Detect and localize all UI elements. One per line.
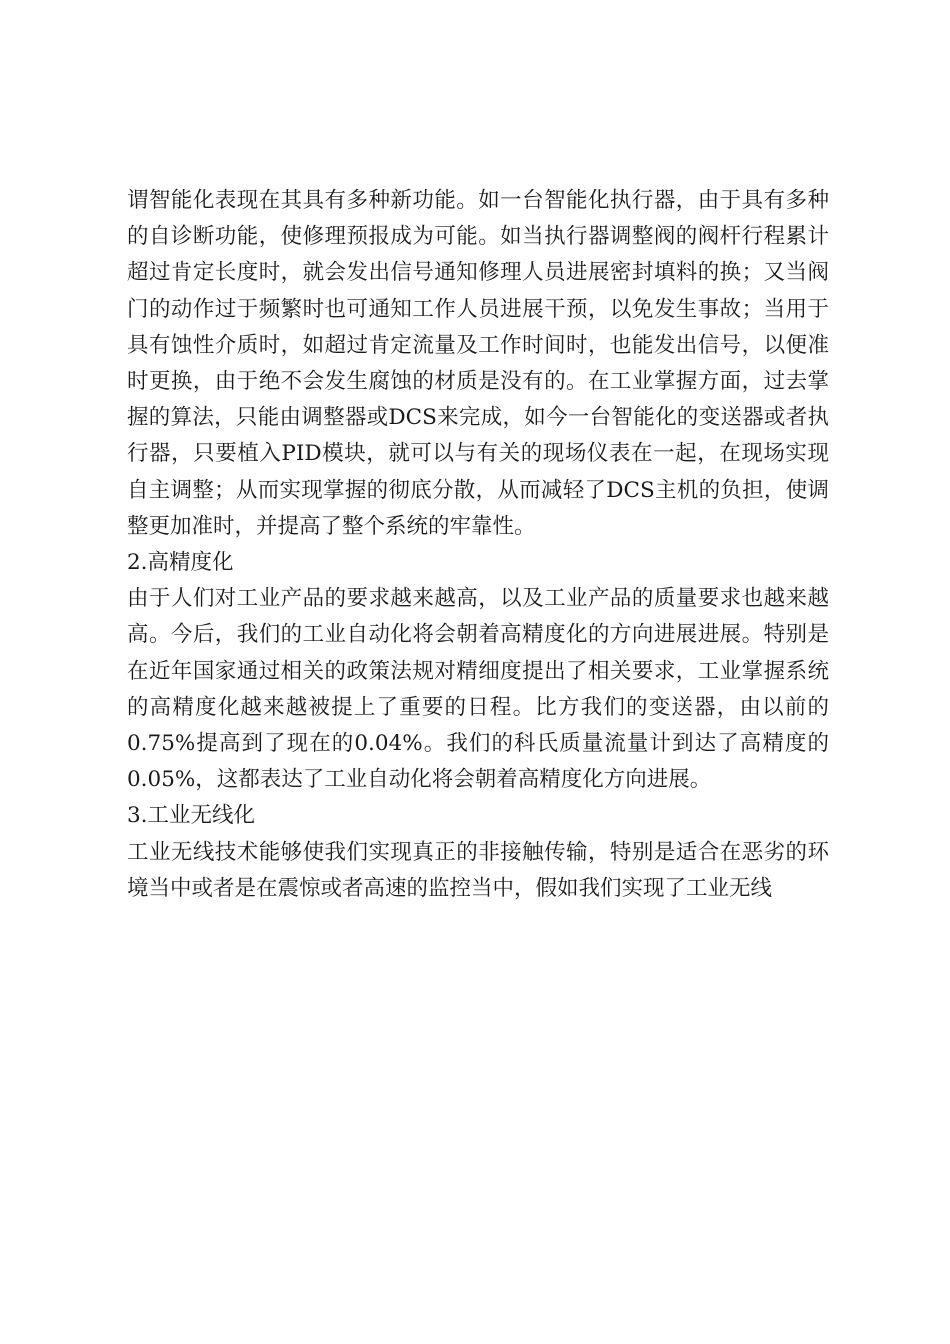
paragraph-industrial-wireless: 工业无线技术能够使我们实现真正的非接触传输，特别是适合在恶劣的环境当中或者是在震惊或者高速的监控当中，假如我们实现了工业无线 xyxy=(127,839,829,901)
section-heading-high-precision: 2.高精度化 xyxy=(127,550,234,576)
paragraph-intelligent-function: 谓智能化表现在其具有多种新功能。如一台智能化执行器，由于具有多种的自诊断功能，使修理预报成为可能。如当执行器调整阀的阀杆行程累计超过肯定长度时，就会发出信号通知修理人员进展密封填料的换；又当阀门的动作过于频繁时也可通知工作人员进展干预，以免发生事故；当用于具有蚀性介质时，如超过肯定流量及工作时间时，也能发出信号，以便准时更换，由于绝不会发生腐蚀的材质是没有的。在工业掌握方面，过去掌握的算法，只能由调整器或DCS来完成，如今一台智能化的变送器或者执行器，只要植入PID模块，就可以与有关的现场仪表在一起，在现场实现自主调整；从而实现掌握的彻底分散，从而减轻了DCS主机的负担，使调整更加准时，并提高了整个系统的牢靠性。 xyxy=(127,188,829,539)
section-heading-industrial-wireless: 3.工业无线化 xyxy=(127,803,256,829)
paragraph-high-precision: 由于人们对工业产品的要求越来越高，以及工业产品的质量要求也越来越高。今后，我们的工业自动化将会朝着高精度化的方向进展进展。特别是在近年国家通过相关的政策法规对精细度提出了相关要求，工业掌握系统的高精度化越来越被提上了重要的日程。比方我们的变送器，由以前的0.75%提高到了现在的0.04%。我们的科氏质量流量计到达了高精度的0.05%，这都表达了工业自动化将会朝着高精度化方向进展。 xyxy=(127,586,829,793)
document-body xyxy=(127,183,829,907)
